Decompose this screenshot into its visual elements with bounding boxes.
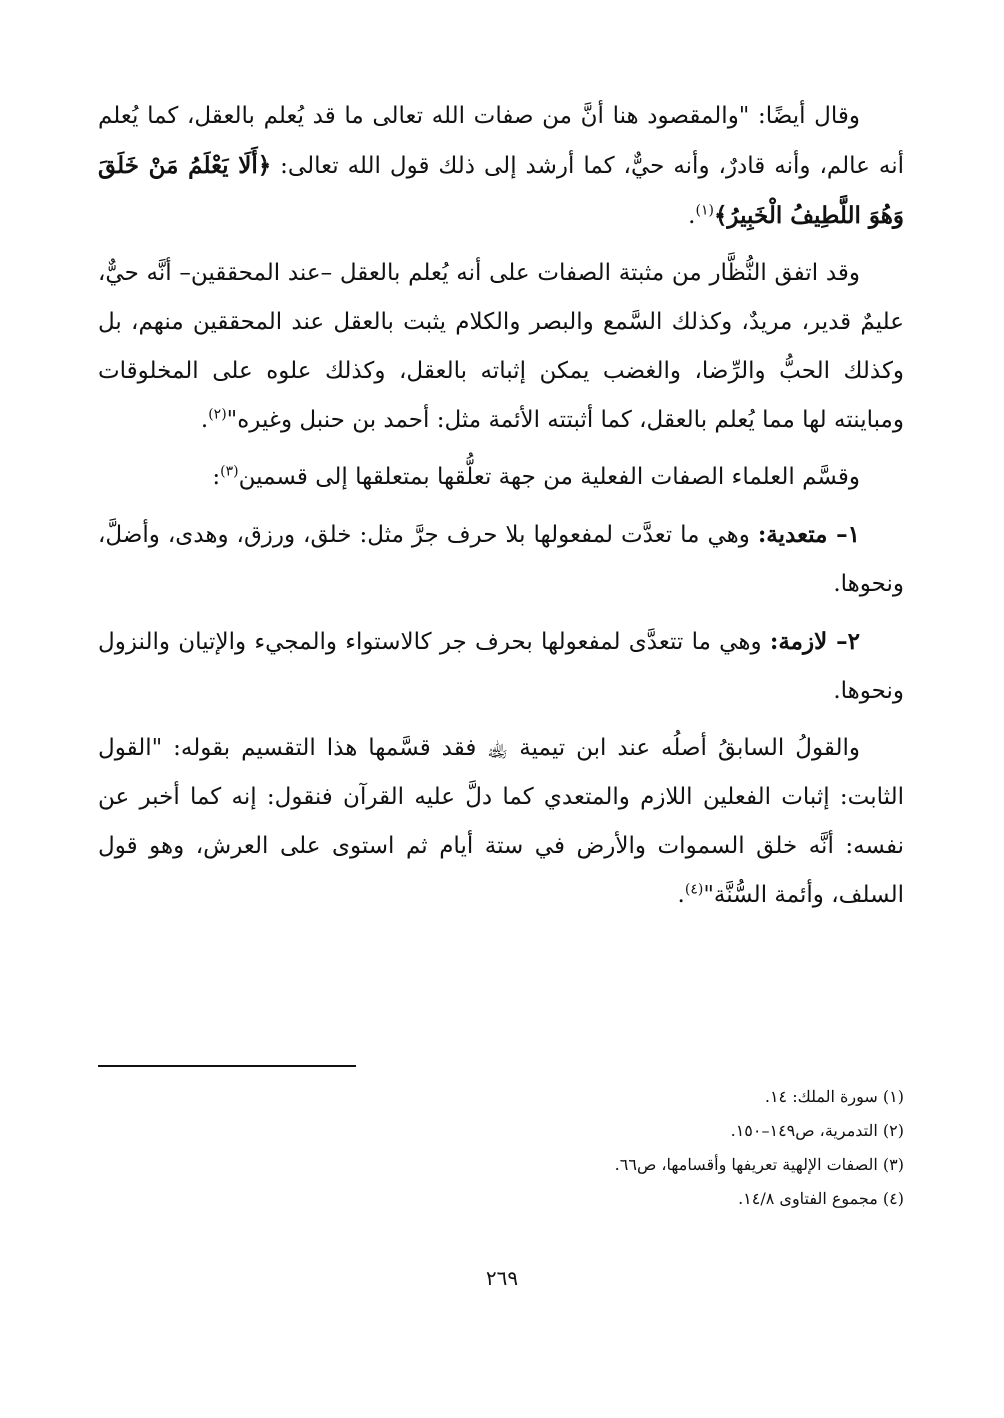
list-item-1 [98, 510, 904, 609]
footnote-ref-2: (٢) [208, 406, 227, 423]
footnote-4: (٤) مجموع الفتاوى ١٤/٨. [738, 1189, 904, 1208]
footnote-ref-3: (٣) [220, 463, 239, 480]
page-body [98, 92, 904, 928]
page-number: ٢٦٩ [485, 1266, 519, 1290]
paragraph-4 [98, 724, 904, 920]
footnote-1: (١) سورة الملك: ١٤. [764, 1087, 904, 1106]
paragraph-2-text: وقد اتفق النُّظَّار من مثبتة الصفات على أنه يُعلم بالعقل –عند المحققين– أنَّه حيٌّ، عليمٌ قدير، مريدٌ، وكذلك السَّمع والبصر والكلام يثبت بالعقل عند المحققين منهم، بل وكذلك الحبُّ والرِّضا، والغضب يمكن إثباته بالعقل، وكذلك علوه على المخلوقات ومباينته لها مما يُعلم بالعقل، كما أثبتته الأئمة مثل: أحمد بن حنبل وغيره" [98, 260, 904, 433]
footnote-ref-1: (١) [695, 202, 714, 219]
list-item-1-text: وهي ما تعدَّت لمفعولها بلا حرف جرَّ مثل: خلق، ورزق، وهدى، وأضلَّ، ونحوها. [98, 522, 904, 597]
list-item-2 [98, 617, 904, 716]
list-item-2-label: ٢– لازمة: [769, 628, 861, 655]
paragraph-1-text: وقال أيضًا: "والمقصود هنا أنَّ من صفات الله تعالى ما قد يُعلم بالعقل، كما يُعلم أنه عالم، وأنه قادرٌ، وأنه حيٌّ، كما أرشد إلى ذلك قول الله تعالى: [98, 103, 904, 179]
footnote-3: (٣) الصفات الإلهية تعريفها وأقسامها، ص٦٦. [614, 1155, 904, 1174]
paragraph-3-text: وقسَّم العلماء الصفات الفعلية من جهة تعلُّقها بمتعلقها إلى قسمين [238, 464, 860, 490]
paragraph-4-end: . [677, 882, 685, 908]
footnote-ref-4: (٤) [684, 881, 704, 898]
footnotes [98, 1080, 904, 1216]
paragraph-2 [98, 249, 904, 445]
paragraph-1 [98, 92, 904, 241]
list-item-1-label: ١– متعدية: [757, 521, 860, 548]
footnote-2: (٢) التدمرية، ص١٤٩–١٥٠. [730, 1121, 904, 1140]
paragraph-2-end: . [200, 407, 209, 433]
paragraph-4-text: والقولُ السابقُ أصلُه عند ابن تيمية ﵀ فقد قسَّمها هذا التقسيم بقوله: "القول الثابت: إثبات الفعلين اللازم والمتعدي كما دلَّ عليه القرآن فنقول: إنه كما أخبر عن نفسه: أنَّه خلق السموات والأرض في ستة أيام ثم استوى على العرش، وهو قول السلف، وأئمة السُّنَّة" [98, 735, 904, 908]
quran-verse: ﴿أَلَا يَعْلَمُ مَنْ خَلَقَ وَهُوَ اللَّطِيفُ الْخَبِيرُ﴾ [98, 152, 904, 229]
footnote-separator [98, 1065, 356, 1067]
list-item-2-text: وهي ما تتعدَّى لمفعولها بحرف جر كالاستواء والمجيء والإتيان والنزول ونحوها. [98, 629, 904, 704]
paragraph-3-end: : [212, 464, 221, 490]
paragraph-1-end: . [688, 203, 696, 229]
paragraph-3 [98, 453, 904, 502]
